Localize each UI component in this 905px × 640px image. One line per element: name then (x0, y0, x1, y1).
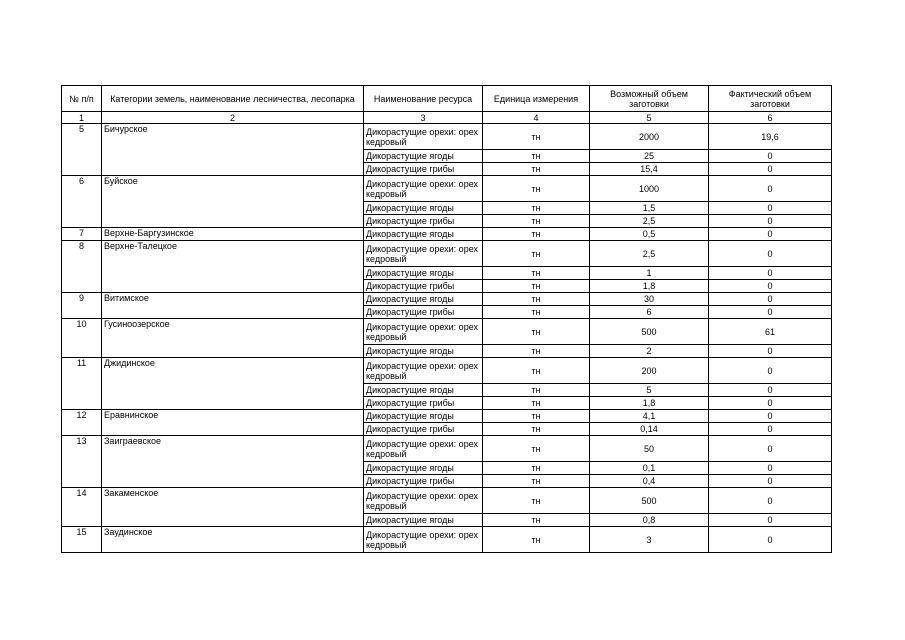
unit-cell: тн (483, 176, 590, 202)
forestry-name-cell: Заиграевское (102, 436, 364, 488)
header-cell-category: Категории земель, наименование лесничества, лесопарка (102, 86, 364, 112)
column-number-5: 5 (590, 112, 709, 124)
row-number-cell: 7 (62, 228, 102, 241)
unit-cell: тн (483, 475, 590, 488)
unit-cell: тн (483, 280, 590, 293)
row-number-cell: 5 (62, 124, 102, 176)
unit-cell: тн (483, 488, 590, 514)
actual-volume-cell: 61 (709, 319, 832, 345)
resource-cell: Дикорастущие грибы (364, 306, 483, 319)
resource-cell: Дикорастущие ягоды (364, 202, 483, 215)
possible-volume-cell: 1 (590, 267, 709, 280)
actual-volume-cell: 0 (709, 475, 832, 488)
resource-cell: Дикорастущие орехи: орех кедровый (364, 358, 483, 384)
possible-volume-cell: 1,5 (590, 202, 709, 215)
actual-volume-cell: 0 (709, 228, 832, 241)
resource-cell: Дикорастущие ягоды (364, 293, 483, 306)
row-number-cell: 15 (62, 527, 102, 553)
unit-cell: тн (483, 384, 590, 397)
column-number-6: 6 (709, 112, 832, 124)
forestry-name-cell: Витимское (102, 293, 364, 319)
table-header (62, 86, 832, 124)
unit-cell: тн (483, 293, 590, 306)
possible-volume-cell: 6 (590, 306, 709, 319)
forestry-name-cell: Закаменское (102, 488, 364, 527)
unit-cell: тн (483, 202, 590, 215)
resource-cell: Дикорастущие грибы (364, 423, 483, 436)
actual-volume-cell: 0 (709, 462, 832, 475)
resource-cell: Дикорастущие орехи: орех кедровый (364, 124, 483, 150)
actual-volume-cell: 0 (709, 410, 832, 423)
possible-volume-cell: 500 (590, 488, 709, 514)
possible-volume-cell: 5 (590, 384, 709, 397)
actual-volume-cell: 0 (709, 488, 832, 514)
possible-volume-cell: 0,14 (590, 423, 709, 436)
possible-volume-cell: 1000 (590, 176, 709, 202)
unit-cell: тн (483, 241, 590, 267)
resource-cell: Дикорастущие орехи: орех кедровый (364, 176, 483, 202)
actual-volume-cell: 0 (709, 150, 832, 163)
possible-volume-cell: 0,4 (590, 475, 709, 488)
table-row (62, 527, 832, 553)
actual-volume-cell: 0 (709, 176, 832, 202)
unit-cell: тн (483, 267, 590, 280)
actual-volume-cell: 0 (709, 436, 832, 462)
row-number-cell: 11 (62, 358, 102, 410)
table-row (62, 228, 832, 241)
resource-cell: Дикорастущие грибы (364, 280, 483, 293)
possible-volume-cell: 0,8 (590, 514, 709, 527)
resource-cell: Дикорастущие орехи: орех кедровый (364, 488, 483, 514)
forestry-name-cell: Заудинское (102, 527, 364, 553)
actual-volume-cell: 0 (709, 423, 832, 436)
resource-cell: Дикорастущие орехи: орех кедровый (364, 319, 483, 345)
table-row (62, 358, 832, 384)
unit-cell: тн (483, 345, 590, 358)
header-cell-unit: Единица измерения (483, 86, 590, 112)
actual-volume-cell: 0 (709, 514, 832, 527)
unit-cell: тн (483, 423, 590, 436)
column-number-2: 2 (102, 112, 364, 124)
actual-volume-cell: 0 (709, 306, 832, 319)
row-number-cell: 13 (62, 436, 102, 488)
unit-cell: тн (483, 410, 590, 423)
possible-volume-cell: 200 (590, 358, 709, 384)
actual-volume-cell: 0 (709, 241, 832, 267)
possible-volume-cell: 500 (590, 319, 709, 345)
header-cell-actual-volume: Фактический объем заготовки (709, 86, 832, 112)
possible-volume-cell: 15,4 (590, 163, 709, 176)
table-row (62, 410, 832, 423)
resource-cell: Дикорастущие грибы (364, 397, 483, 410)
unit-cell: тн (483, 462, 590, 475)
header-cell-possible-volume: Возможный объем заготовки (590, 86, 709, 112)
resource-cell: Дикорастущие грибы (364, 163, 483, 176)
possible-volume-cell: 25 (590, 150, 709, 163)
possible-volume-cell: 0,1 (590, 462, 709, 475)
unit-cell: тн (483, 228, 590, 241)
actual-volume-cell: 19,6 (709, 124, 832, 150)
unit-cell: тн (483, 436, 590, 462)
forestry-name-cell: Бичурское (102, 124, 364, 176)
unit-cell: тн (483, 306, 590, 319)
header-cell-number: № п/п (62, 86, 102, 112)
resource-cell: Дикорастущие орехи: орех кедровый (364, 436, 483, 462)
table-row (62, 319, 832, 345)
possible-volume-cell: 1,8 (590, 397, 709, 410)
possible-volume-cell: 0,5 (590, 228, 709, 241)
actual-volume-cell: 0 (709, 345, 832, 358)
forestry-name-cell: Еравнинское (102, 410, 364, 436)
unit-cell: тн (483, 124, 590, 150)
possible-volume-cell: 2,5 (590, 215, 709, 228)
row-number-cell: 6 (62, 176, 102, 228)
unit-cell: тн (483, 215, 590, 228)
header-cell-resource: Наименование ресурса (364, 86, 483, 112)
resource-cell: Дикорастущие ягоды (364, 345, 483, 358)
table-row (62, 436, 832, 462)
resource-cell: Дикорастущие ягоды (364, 462, 483, 475)
possible-volume-cell: 2 (590, 345, 709, 358)
column-number-4: 4 (483, 112, 590, 124)
unit-cell: тн (483, 397, 590, 410)
resource-cell: Дикорастущие ягоды (364, 384, 483, 397)
resource-cell: Дикорастущие грибы (364, 475, 483, 488)
harvest-table (61, 85, 832, 553)
actual-volume-cell: 0 (709, 527, 832, 553)
actual-volume-cell: 0 (709, 384, 832, 397)
actual-volume-cell: 0 (709, 293, 832, 306)
forestry-name-cell: Джидинское (102, 358, 364, 410)
row-number-cell: 14 (62, 488, 102, 527)
unit-cell: тн (483, 163, 590, 176)
unit-cell: тн (483, 514, 590, 527)
actual-volume-cell: 0 (709, 267, 832, 280)
table-row (62, 293, 832, 306)
forestry-name-cell: Буйское (102, 176, 364, 228)
table-row (62, 176, 832, 202)
row-number-cell: 9 (62, 293, 102, 319)
table-row (62, 241, 832, 267)
forestry-name-cell: Гусиноозерское (102, 319, 364, 358)
resource-cell: Дикорастущие ягоды (364, 228, 483, 241)
table-body (62, 124, 832, 553)
column-number-3: 3 (364, 112, 483, 124)
actual-volume-cell: 0 (709, 397, 832, 410)
unit-cell: тн (483, 358, 590, 384)
table-row (62, 124, 832, 150)
possible-volume-cell: 50 (590, 436, 709, 462)
actual-volume-cell: 0 (709, 163, 832, 176)
resource-cell: Дикорастущие грибы (364, 215, 483, 228)
row-number-cell: 10 (62, 319, 102, 358)
forestry-name-cell: Верхне-Баргузинское (102, 228, 364, 241)
possible-volume-cell: 3 (590, 527, 709, 553)
resource-cell: Дикорастущие ягоды (364, 267, 483, 280)
resource-cell: Дикорастущие ягоды (364, 150, 483, 163)
possible-volume-cell: 4,1 (590, 410, 709, 423)
column-number-1: 1 (62, 112, 102, 124)
row-number-cell: 12 (62, 410, 102, 436)
actual-volume-cell: 0 (709, 280, 832, 293)
resource-cell: Дикорастущие орехи: орех кедровый (364, 241, 483, 267)
actual-volume-cell: 0 (709, 202, 832, 215)
actual-volume-cell: 0 (709, 215, 832, 228)
possible-volume-cell: 1,8 (590, 280, 709, 293)
resource-cell: Дикорастущие ягоды (364, 410, 483, 423)
possible-volume-cell: 2000 (590, 124, 709, 150)
actual-volume-cell: 0 (709, 358, 832, 384)
resource-cell: Дикорастущие ягоды (364, 514, 483, 527)
column-number-row (62, 112, 832, 124)
table-row (62, 488, 832, 514)
forestry-name-cell: Верхне-Талецкое (102, 241, 364, 293)
unit-cell: тн (483, 319, 590, 345)
unit-cell: тн (483, 527, 590, 553)
unit-cell: тн (483, 150, 590, 163)
row-number-cell: 8 (62, 241, 102, 293)
possible-volume-cell: 2,5 (590, 241, 709, 267)
possible-volume-cell: 30 (590, 293, 709, 306)
resource-cell: Дикорастущие орехи: орех кедровый (364, 527, 483, 553)
header-row (62, 86, 832, 112)
